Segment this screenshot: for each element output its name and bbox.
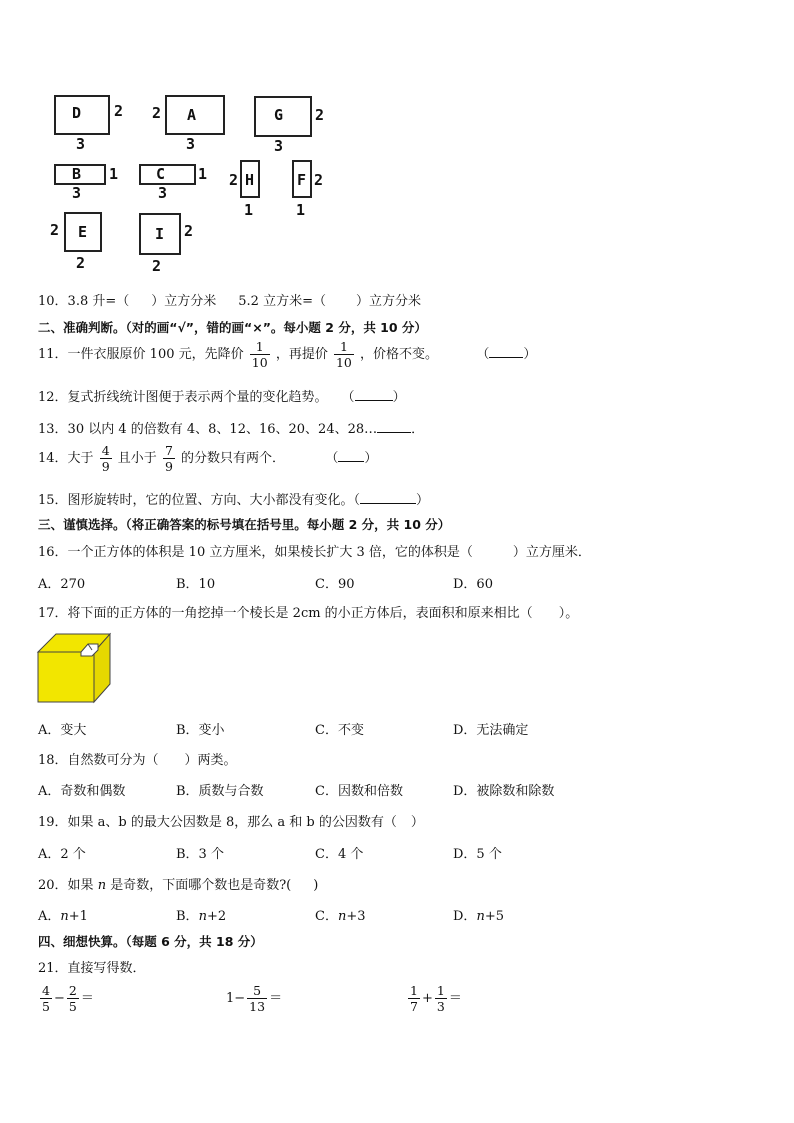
q17-option-d[interactable]: D．无法确定 bbox=[453, 723, 529, 738]
q20-option-b[interactable]: B．n+2 bbox=[176, 909, 227, 924]
rect-g-width: 3 bbox=[274, 137, 284, 155]
rect-f-label: F bbox=[297, 171, 307, 189]
q14-text-c: 的分数只有两个． bbox=[181, 451, 286, 466]
q16-option-b[interactable]: B．10 bbox=[176, 577, 216, 592]
q17-option-b[interactable]: B．变小 bbox=[176, 723, 225, 738]
q19-text-a: 19．如果 a、b 的最大公因数是 8，那么 a 和 b 的公因数有（ bbox=[38, 815, 397, 830]
q19-option-b[interactable]: B．3 个 bbox=[176, 847, 224, 862]
question-20 bbox=[38, 874, 318, 893]
q11-open-paren: （ bbox=[476, 347, 490, 362]
q18-option-b[interactable]: B．质数与合数 bbox=[176, 784, 264, 799]
q16-text-a: 16．一个正方体的体积是 10 立方厘米，如果棱长扩大 3 倍，它的体积是（ bbox=[38, 545, 473, 560]
question-10 bbox=[38, 290, 421, 309]
q20-option-a[interactable]: A．n+1 bbox=[38, 909, 88, 924]
q12-close-paren: ） bbox=[392, 390, 406, 405]
rect-c-label: C bbox=[156, 165, 166, 183]
q17-option-a[interactable]: A．变大 bbox=[38, 723, 87, 738]
rect-i-width: 2 bbox=[152, 257, 162, 275]
section-2-heading: 二、准确判断。（对的画“√”，错的画“×”。每小题 2 分，共 10 分） bbox=[38, 320, 427, 335]
q17-option-c[interactable]: C．不变 bbox=[315, 723, 364, 738]
rect-c bbox=[139, 164, 196, 185]
q13-answer-blank[interactable] bbox=[377, 432, 411, 433]
q21-expr-2: 1− $\frac{5}{13}$ ＝ bbox=[226, 983, 283, 1014]
question-14 bbox=[38, 443, 377, 474]
q13-end: ． bbox=[411, 422, 425, 437]
q14-answer-blank[interactable] bbox=[338, 461, 364, 462]
question-15 bbox=[38, 489, 429, 508]
q11-fraction-2: $\frac{1}{10}$ bbox=[335, 339, 352, 370]
q14-close-paren: ） bbox=[364, 451, 378, 466]
q10-part-a: 10．3.8 升=（ bbox=[38, 294, 130, 309]
q11-text-a: 11．一件衣服原价 100 元，先降价 bbox=[38, 347, 244, 362]
q11-answer-blank[interactable] bbox=[489, 357, 523, 358]
q19-option-a[interactable]: A．2 个 bbox=[38, 847, 86, 862]
q11-fraction-1: $\frac{1}{10}$ bbox=[251, 339, 268, 370]
q18-text-a: 18．自然数可分为（ bbox=[38, 753, 159, 768]
rect-b-height: 1 bbox=[109, 165, 119, 183]
q20-text-c: ) bbox=[313, 878, 319, 893]
section-3-heading: 三、谨慎选择。（将正确答案的标号填在括号里。每小题 2 分，共 10 分） bbox=[38, 517, 451, 532]
q12-open-paren: （ bbox=[341, 390, 355, 405]
q21-expr-1: $\frac{4}{5}$ − $\frac{2}{5}$ ＝ bbox=[42, 983, 94, 1014]
q16-option-d[interactable]: D．60 bbox=[453, 577, 493, 592]
rect-e-label: E bbox=[78, 223, 88, 241]
q20-option-c[interactable]: C．n+3 bbox=[315, 909, 366, 924]
rect-g-height: 2 bbox=[315, 106, 325, 124]
question-16 bbox=[38, 541, 591, 560]
q15-close-paren: ） bbox=[416, 493, 430, 508]
q18-option-c[interactable]: C．因数和倍数 bbox=[315, 784, 403, 799]
rect-h-height: 2 bbox=[229, 171, 239, 189]
section-4-heading: 四、细想快算。（每题 6 分，共 18 分） bbox=[38, 934, 263, 949]
rect-a-height: 2 bbox=[152, 104, 162, 122]
cube-front-face bbox=[38, 652, 94, 702]
rect-b-width: 3 bbox=[72, 184, 82, 202]
rect-g-label: G bbox=[274, 106, 284, 124]
question-17 bbox=[38, 602, 578, 621]
rect-b-label: B bbox=[72, 165, 82, 183]
rect-f-width: 1 bbox=[296, 201, 306, 219]
rect-c-width: 3 bbox=[158, 184, 168, 202]
q21-text: 21．直接写得数． bbox=[38, 961, 146, 976]
q17-text-b: ）。 bbox=[558, 606, 579, 621]
question-11 bbox=[38, 339, 536, 370]
q12-answer-blank[interactable] bbox=[355, 400, 393, 401]
q18-option-d[interactable]: D．被除数和除数 bbox=[453, 784, 555, 799]
rect-d-width: 3 bbox=[76, 135, 86, 153]
q14-fraction-1: $\frac{4}{9}$ bbox=[101, 443, 110, 474]
q16-option-c[interactable]: C．90 bbox=[315, 577, 355, 592]
q14-fraction-2: $\frac{7}{9}$ bbox=[164, 443, 173, 474]
q21-expr-3: $\frac{1}{7}$ + $\frac{1}{3}$ ＝ bbox=[410, 983, 462, 1014]
q20-var: n bbox=[97, 878, 107, 893]
question-18 bbox=[38, 749, 237, 768]
q12-text: 12．复式折线统计图便于表示两个量的变化趋势。 bbox=[38, 390, 328, 405]
rect-c-height: 1 bbox=[198, 165, 208, 183]
q11-close-paren: ） bbox=[523, 347, 537, 362]
q10-part-d: ）立方分米 bbox=[355, 294, 421, 309]
q17-text-a: 17．将下面的正方体的一角挖掉一个棱长是 2cm 的小正方体后，表面积和原来相比（ bbox=[38, 606, 533, 621]
q13-text: 13．30 以内 4 的倍数有 4、8、12、16、20、24、28… bbox=[38, 422, 378, 437]
rect-a-label: A bbox=[187, 106, 197, 124]
question-19 bbox=[38, 811, 424, 830]
rect-h-label: H bbox=[245, 171, 255, 189]
rect-i-height: 2 bbox=[184, 222, 194, 240]
q19-option-d[interactable]: D．5 个 bbox=[453, 847, 502, 862]
rect-f-height: 2 bbox=[314, 171, 324, 189]
rect-d bbox=[54, 95, 110, 135]
q14-text-a: 14．大于 bbox=[38, 451, 94, 466]
question-13 bbox=[38, 418, 424, 437]
q10-part-c: 5.2 立方米=（ bbox=[238, 294, 326, 309]
q16-option-a[interactable]: A．270 bbox=[38, 577, 86, 592]
q20-text-a: 20．如果 bbox=[38, 878, 94, 893]
q10-part-b: ）立方分米 bbox=[151, 294, 217, 309]
rect-a-width: 3 bbox=[186, 135, 196, 153]
q15-answer-blank[interactable] bbox=[360, 503, 416, 504]
q20-option-d[interactable]: D．n+5 bbox=[453, 909, 504, 924]
rect-d-height: 2 bbox=[114, 102, 124, 120]
rect-h-width: 1 bbox=[244, 201, 254, 219]
rect-e-height: 2 bbox=[50, 221, 60, 239]
q19-text-b: ） bbox=[410, 815, 424, 830]
q20-text-b: 是奇数，下面哪个数也是奇数?( bbox=[110, 878, 292, 893]
q16-text-b: ）立方厘米． bbox=[512, 545, 591, 560]
q11-text-b: ，再提价 bbox=[275, 347, 328, 362]
q11-text-c: ，价格不变。 bbox=[360, 347, 439, 362]
question-12 bbox=[38, 386, 406, 405]
q14-open-paren: （ bbox=[325, 451, 339, 466]
rect-i-label: I bbox=[155, 225, 165, 243]
q15-text: 15．图形旋转时，它的位置、方向、大小都没有变化。（ bbox=[38, 493, 361, 508]
cube-figure bbox=[36, 632, 112, 704]
rect-e-width: 2 bbox=[76, 254, 86, 272]
rect-d-label: D bbox=[72, 104, 82, 122]
q19-option-c[interactable]: C．4 个 bbox=[315, 847, 364, 862]
q18-text-b: ）两类。 bbox=[184, 753, 237, 768]
q18-option-a[interactable]: A．奇数和偶数 bbox=[38, 784, 126, 799]
question-21 bbox=[38, 957, 146, 976]
q14-text-b: 且小于 bbox=[117, 451, 157, 466]
